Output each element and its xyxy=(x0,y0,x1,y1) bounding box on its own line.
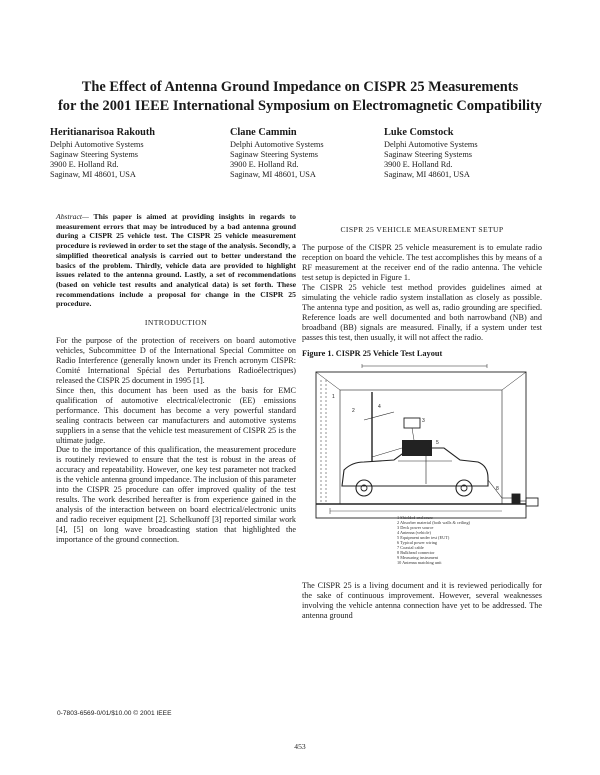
author-street: 3900 E. Holland Rd. xyxy=(50,160,119,169)
author-city: Saginaw, MI 48601, USA xyxy=(50,170,136,179)
legend-item: 5 Equipment under test (EUT) xyxy=(397,535,450,541)
diagram-label-1: 1 xyxy=(332,394,335,401)
intro-paragraph-2: Since then, this document has been used as the basis for EMC qualification of automotive electrical/electronic (EE) emissions performance. This document has become a very powerful standard sealing contracts between car manufacturers and automotive systems suppliers in a sense that the vehicle test measurement of CISPR 25 is the ultimate judge. xyxy=(56,385,296,445)
legend-item: 10 Antenna matching unit xyxy=(397,560,442,566)
legend-item: 4 Antenna (vehicle) xyxy=(397,530,431,536)
legend-item: 2 Absorber material (both walls & ceiling) xyxy=(397,520,471,526)
author-org: Delphi Automotive Systems xyxy=(384,140,478,149)
figure-1 xyxy=(302,362,542,569)
abstract xyxy=(56,212,296,309)
equipment-under-test xyxy=(402,440,432,456)
figure-legend xyxy=(397,515,470,565)
diagram-label-8: 8 xyxy=(496,486,499,493)
right-column xyxy=(302,225,542,621)
author-city: Saginaw, MI 48601, USA xyxy=(230,170,316,179)
introduction-heading: INTRODUCTION xyxy=(144,318,208,328)
author-name: Heritianarisoa Rakouth xyxy=(50,127,155,138)
author-dept: Saginaw Steering Systems xyxy=(230,150,319,159)
author-dept: Saginaw Steering Systems xyxy=(50,150,139,159)
page-number: 453 xyxy=(294,742,306,751)
measuring-instrument xyxy=(526,498,538,506)
power-source-box xyxy=(404,418,420,428)
author-street: 3900 E. Holland Rd. xyxy=(230,160,299,169)
title-line-2: for the 2001 IEEE International Symposium on Electromagnetic Compatibility xyxy=(58,98,542,114)
legend-item: 6 Typical power wiring xyxy=(397,540,438,546)
intro-paragraph-3: Due to the importance of this qualification, the measurement procedure is routinely reviewed to ensure that the test is robust in the areas of accuracy and repeatability. However, one key test parameter not tracked is the vehicle antenna ground impedance. The inclusion of this parameter into the CISPR 25 procedure can offer improved quality of the test results. The work described hereafter is from experience gained in the analysis of the interaction between on board electrical/electronic units and radio receiver equipment [2]. Schelkunoff [3] reported similar work [4], [5] on long wave broadcasting station that highlighted the importance of the ground connection. xyxy=(56,445,296,545)
author-1 xyxy=(50,126,220,180)
diagram-label-2: 2 xyxy=(352,408,355,415)
bulkhead-connector xyxy=(512,494,520,504)
legend-item: 8 Bulkhead connector xyxy=(397,550,435,556)
legend-item: 9 Measuring instrument xyxy=(397,555,439,561)
author-2 xyxy=(230,126,400,180)
copyright-line: 0-7803-6569-0/01/$10.00 © 2001 IEEE xyxy=(57,710,172,717)
author-dept: Saginaw Steering Systems xyxy=(384,150,473,159)
diagram-label-4: 4 xyxy=(378,404,381,411)
author-city: Saginaw, MI 48601, USA xyxy=(384,170,470,179)
legend-item: 7 Coaxial cable xyxy=(397,545,424,551)
setup-paragraph-2: The CISPR 25 vehicle test method provides guidelines aimed at simulating the vehicle radio system installation as closely as possible. The antenna type and position, as well as, radio grounding are specified. Reference loads are well documented and both narrowband (NB) and broadband (BB) signals are measured. Finally, if a system under test passes this test, then usually, it will not affect the radio. xyxy=(302,282,542,342)
author-org: Delphi Automotive Systems xyxy=(50,140,144,149)
title-line-1: The Effect of Antenna Ground Impedance on CISPR 25 Measurements xyxy=(81,79,519,95)
left-column xyxy=(56,212,296,545)
author-3 xyxy=(384,126,554,180)
setup-paragraph-1: The purpose of the CISPR 25 vehicle measurement is to emulate radio reception on board the vehicle. The test accomplishes this by means of a RF measurement at the receiver end of the radio antenna. The vehicle test setup is depicted in Figure 1. xyxy=(302,242,542,282)
author-name: Luke Comstock xyxy=(384,127,454,138)
closing-paragraph: The CISPR 25 is a living document and it is reviewed periodically for the sake of continuous improvement. However, several weaknesses involving the vehicle antenna connection have yet to be addressed. The antenna ground xyxy=(302,581,542,621)
abstract-text: This paper is aimed at providing insights in regards to measurement errors that may be introduced by a bad antenna ground during a CISPR 25 vehicle test. The CISPR 25 vehicle measurement procedure is reviewed in order to set the stage of the analysis. Secondly, a simplified theoretical analysis is carried out to better understand the basics of the problem. Thirdly, vehicle data are provided to highlight issues related to the antenna ground. Lastly, a set of recommendations (based on vehicle test results and analytical data) is set forth. These recommendations include a proposal for change in the CISPR 25 procedure. xyxy=(56,212,296,309)
author-org: Delphi Automotive Systems xyxy=(230,140,324,149)
legend-item: 1 Shielded enclosure xyxy=(397,515,433,521)
author-name: Clane Cammin xyxy=(230,127,297,138)
intro-paragraph-1: For the purpose of the protection of receivers on board automotive vehicles, Subcommittee D of the International Special Committee on Radio Interference (generally known under its French acronym CISPR: Comité International Spécial des Perturbations Radioélectriques) released the CISPR 25 document in 1995 [1]. xyxy=(56,335,296,385)
paper-title xyxy=(30,78,570,116)
diagram-label-3: 3 xyxy=(422,418,425,425)
abstract-lead: Abstract— xyxy=(56,212,89,221)
figure-title: Figure 1. CISPR 25 Vehicle Test Layout xyxy=(302,349,443,359)
diagram-label-5: 5 xyxy=(436,440,439,447)
author-street: 3900 E. Holland Rd. xyxy=(384,160,453,169)
legend-item: 3 Deck power source xyxy=(397,525,434,531)
setup-heading: CISPR 25 VEHICLE MEASUREMENT SETUP xyxy=(340,225,504,234)
